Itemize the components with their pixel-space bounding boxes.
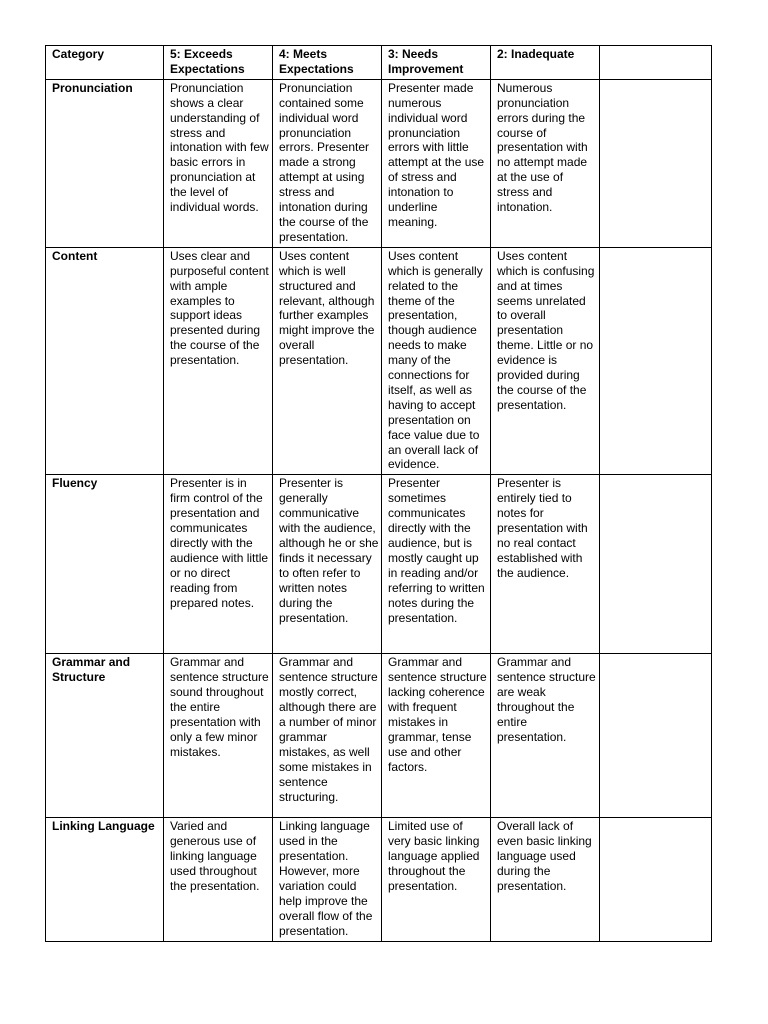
- blank-cell: [600, 475, 712, 654]
- category-cell: Linking Language: [46, 818, 164, 941]
- needs-improvement-cell: Uses content which is generally related to the theme of the presentation, though audience needs to make many of the connections for itself, as well as having to accept presentation on face value due to an overall lack of evidence.: [382, 247, 491, 475]
- header-row: [46, 46, 712, 80]
- exceeds-cell: Presenter is in firm control of the presentation and communicates directly with the audience with little or no direct reading from prepared notes.: [164, 475, 273, 654]
- category-cell: Fluency: [46, 475, 164, 654]
- inadequate-cell: Grammar and sentence structure are weak throughout the entire presentation.: [491, 654, 600, 818]
- table-row-fluency: [46, 475, 712, 654]
- blank-cell: [600, 818, 712, 941]
- meets-cell: Grammar and sentence structure mostly correct, although there are a number of minor grammar mistakes, as well some mistakes in sentence structuring.: [273, 654, 382, 818]
- blank-cell: [600, 79, 712, 247]
- blank-cell: [600, 654, 712, 818]
- category-cell: Pronunciation: [46, 79, 164, 247]
- inadequate-cell: Overall lack of even basic linking language used during the presentation.: [491, 818, 600, 941]
- needs-improvement-cell: Presenter sometimes communicates directly with the audience, but is mostly caught up in reading and/or referring to written notes during the presentation.: [382, 475, 491, 654]
- needs-improvement-cell: Grammar and sentence structure lacking coherence with frequent mistakes in grammar, tense use and other factors.: [382, 654, 491, 818]
- header-needs-improvement: 3: Needs Improvement: [382, 46, 491, 80]
- table-row-pronunciation: [46, 79, 712, 247]
- table-row-linking-language: [46, 818, 712, 941]
- blank-cell: [600, 247, 712, 475]
- category-cell: Grammar and Structure: [46, 654, 164, 818]
- exceeds-cell: Grammar and sentence structure sound throughout the entire presentation with only a few minor mistakes.: [164, 654, 273, 818]
- exceeds-cell: Varied and generous use of linking language used throughout the presentation.: [164, 818, 273, 941]
- header-exceeds: 5: Exceeds Expectations: [164, 46, 273, 80]
- meets-cell: Linking language used in the presentation. However, more variation could help improve the overall flow of the presentation.: [273, 818, 382, 941]
- inadequate-cell: Numerous pronunciation errors during the course of presentation with no attempt made at the use of stress and intonation.: [491, 79, 600, 247]
- inadequate-cell: Uses content which is confusing and at times seems unrelated to overall presentation theme. Little or no evidence is provided during the course of the presentation.: [491, 247, 600, 475]
- needs-improvement-cell: Presenter made numerous individual word pronunciation errors with little attempt at the use of stress and intonation to underline meaning.: [382, 79, 491, 247]
- exceeds-cell: Pronunciation shows a clear understanding of stress and intonation with few basic errors in pronunciation at the level of individual words.: [164, 79, 273, 247]
- meets-cell: Pronunciation contained some individual word pronunciation errors. Presenter made a strong attempt at using stress and intonation during the course of the presentation.: [273, 79, 382, 247]
- meets-cell: Uses content which is well structured and relevant, although further examples might improve the overall presentation.: [273, 247, 382, 475]
- exceeds-cell: Uses clear and purposeful content with ample examples to support ideas presented during the course of the presentation.: [164, 247, 273, 475]
- meets-cell: Presenter is generally communicative with the audience, although he or she finds it necessary to often refer to written notes during the presentation.: [273, 475, 382, 654]
- needs-improvement-cell: Limited use of very basic linking language applied throughout the presentation.: [382, 818, 491, 941]
- table-row-content: [46, 247, 712, 475]
- header-category: Category: [46, 46, 164, 80]
- header-blank: [600, 46, 712, 80]
- rubric-table: [45, 45, 712, 942]
- inadequate-cell: Presenter is entirely tied to notes for presentation with no real contact established with the audience.: [491, 475, 600, 654]
- header-inadequate: 2: Inadequate: [491, 46, 600, 80]
- table-row-grammar-and-structure: [46, 654, 712, 818]
- header-meets: 4: Meets Expectations: [273, 46, 382, 80]
- category-cell: Content: [46, 247, 164, 475]
